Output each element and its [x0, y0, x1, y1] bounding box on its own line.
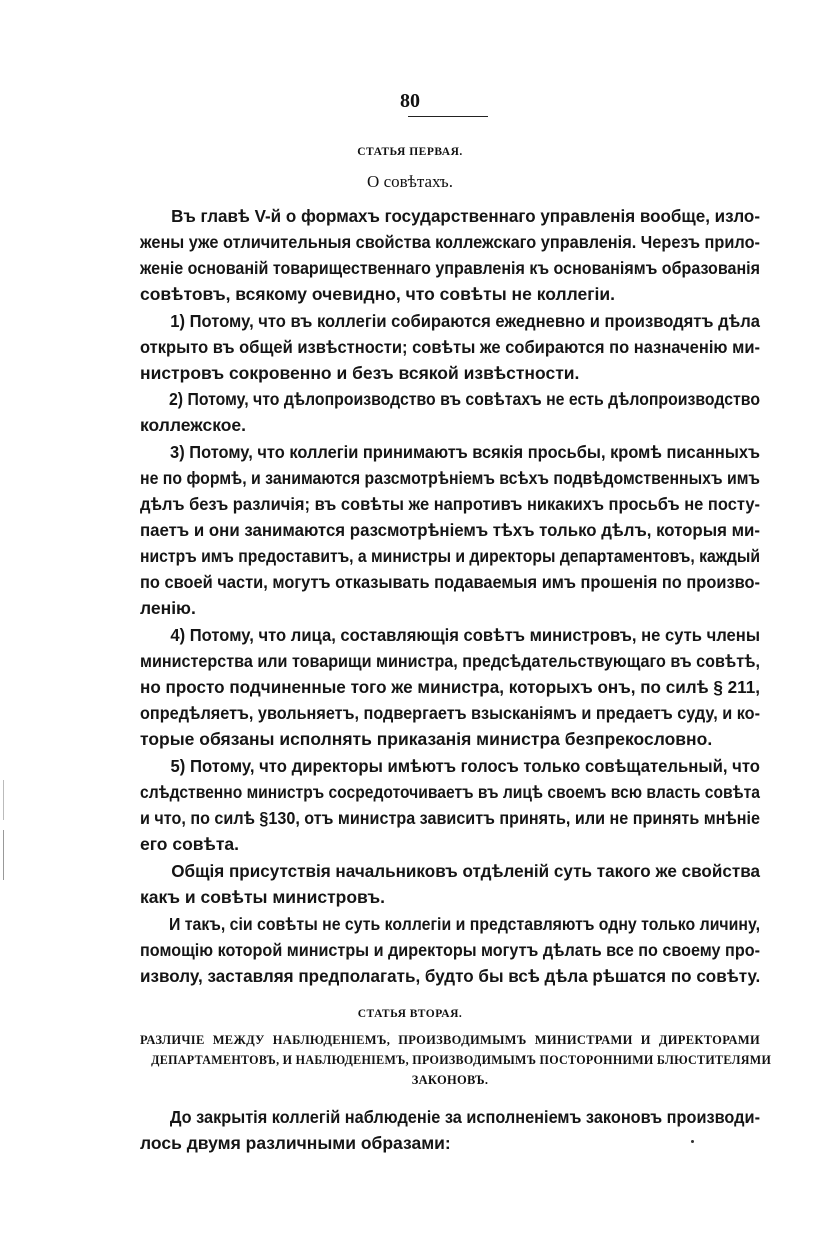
- text-line: дѣлъ безъ различія; въ совѣты же напротивъ никакихъ просьбъ не посту-: [140, 494, 760, 514]
- text-line: какъ и совѣты министровъ.: [140, 887, 385, 907]
- scan-margin-mark: [3, 830, 4, 880]
- text-line: и что, по силѣ §130, отъ министра зависитъ принять, или не принять мнѣніе: [140, 808, 760, 828]
- text-line: паетъ и они занимаются разсмотрѣніемъ тѣхъ только дѣлъ, которыя ми-: [140, 520, 760, 540]
- text-line: лось двумя различными образами:: [140, 1133, 451, 1153]
- text-line: 5) Потому, что директоры имѣютъ голосъ только совѣщательный, что: [170, 756, 760, 776]
- scan-speck: [691, 1140, 694, 1143]
- article-1-subtitle: О совѣтахъ.: [367, 172, 453, 191]
- article-2-title-line: ДЕПАРТАМЕНТОВЪ, И НАБЛЮДЕНІЕМЪ, ПРОИЗВОДИМЫМЪ ПОСТОРОННИМИ БЛЮСТИТЕЛЯМИ: [151, 1053, 772, 1067]
- article-2-title-line: ЗАКОНОВЪ.: [411, 1073, 489, 1087]
- text-line: ленію.: [140, 598, 196, 618]
- text-line: открыто въ общей извѣстности; совѣты же собираются по назначенію ми-: [140, 337, 760, 357]
- text-line: изволу, заставляя предполагать, будто бы всѣ дѣла рѣшатся по совѣту.: [140, 966, 761, 986]
- scan-margin-mark: [3, 780, 4, 820]
- text-line: торые обязаны исполнять приказанія министра безпрекословно.: [140, 729, 713, 749]
- text-line: женіе основаній товарищественнаго управленія къ основаніямъ образованія: [140, 258, 760, 278]
- text-line: 3) Потому, что коллегіи принимаютъ всякія просьбы, кромѣ писанныхъ: [170, 442, 761, 462]
- text-line: До закрытія коллегій наблюденіе за исполненіемъ законовъ производи-: [169, 1107, 760, 1127]
- text-line: по своей части, могутъ отказывать подаваемыя имъ прошенія по произво-: [140, 572, 760, 592]
- text-line: опредѣляетъ, увольняетъ, подвергаетъ взысканіямъ и предаетъ суду, и ко-: [140, 703, 760, 723]
- text-line: министерства или товарищи министра, предсѣдательствующаго въ совѣтѣ,: [140, 651, 760, 671]
- page-number: 80: [400, 90, 420, 112]
- text-line: но просто подчиненные того же министра, которыхъ онъ, по силѣ § 211,: [140, 677, 760, 697]
- text-line: помощію которой министры и директоры могутъ дѣлать все по своему про-: [140, 940, 760, 960]
- text-line: 2) Потому, что дѣлопроизводство въ совѣтахъ не есть дѣлопроизводство: [168, 389, 761, 409]
- text-line: Общія присутствія начальниковъ отдѣленій суть такого же свойства: [171, 861, 761, 881]
- article-2-title-line: РАЗЛИЧІЕ МЕЖДУ НАБЛЮДЕНІЕМЪ, ПРОИЗВОДИМЫМЪ МИНИСТРАМИ И ДИРЕКТОРАМИ: [140, 1033, 760, 1047]
- page-number-rule: [408, 116, 488, 117]
- text-line: 1) Потому, что въ коллегіи собираются ежедневно и производятъ дѣла: [170, 311, 760, 331]
- text-line: И такъ, сіи совѣты не суть коллегіи и представляютъ одну только личину,: [168, 914, 761, 934]
- text-line: Въ главѣ V-й о формахъ государственнаго управленія вообще, изло-: [171, 206, 760, 226]
- text-line: совѣтовъ, всякому очевидно, что совѣты не коллегіи.: [140, 284, 615, 304]
- text-line: не по формѣ, и занимаются разсмотрѣніемъ всѣхъ подвѣдомственныхъ имъ: [140, 468, 760, 488]
- text-line: нистровъ сокровенно и безъ всякой извѣстности.: [140, 363, 580, 383]
- text-line: его совѣта.: [140, 834, 239, 854]
- text-line: коллежское.: [140, 415, 247, 435]
- text-line: 4) Потому, что лица, составляющія совѣтъ министровъ, не суть члены: [170, 625, 760, 645]
- text-line: нистръ имъ предоставитъ, а министры и директоры департаментовъ, каждый: [140, 546, 760, 566]
- article-2-heading: СТАТЬЯ ВТОРАЯ.: [357, 1008, 463, 1020]
- text-line: слѣдственно министръ сосредоточиваетъ въ лицѣ своемъ всю власть совѣта: [140, 782, 760, 802]
- article-1-heading: СТАТЬЯ ПЕРВАЯ.: [357, 146, 463, 158]
- text-line: жены уже отличительныя свойства коллежскаго управленія. Черезъ прило-: [140, 232, 760, 252]
